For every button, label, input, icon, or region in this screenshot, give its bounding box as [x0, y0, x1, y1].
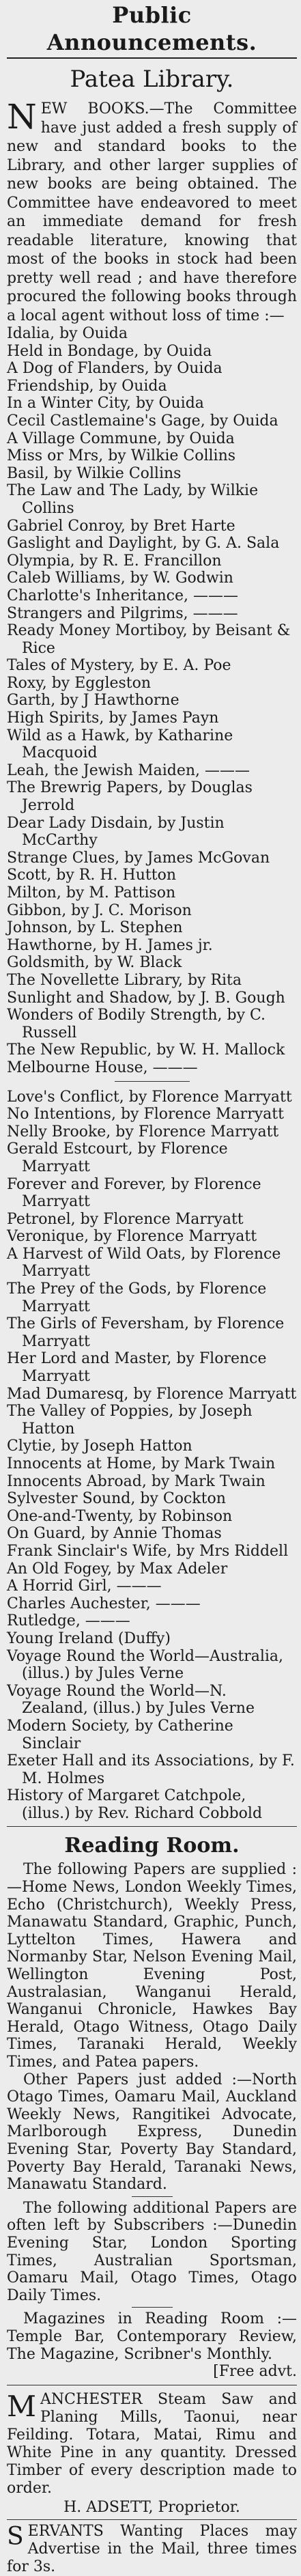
book-entry: A Horrid Girl, ——— — [7, 1578, 162, 1595]
book-entry: A Dog of Flanders, by Ouida — [7, 360, 223, 378]
reading-room-para-4: Magazines in Reading Room :—Temple Bar, Contemporary Review, The Magazine, Scribner's Monthly. — [7, 2310, 297, 2363]
servants-rule — [7, 2519, 297, 2520]
book-entry: Charles Auchester, ——— — [7, 1595, 201, 1612]
manchester-body: ANCHESTER Steam Saw and Planing Mills, Taonui, near Feilding. Totara, Matai, Rimu and White Pine in any quantity. Dressed Timber of every description made to order. — [7, 2391, 297, 2497]
book-entry: Johnson, by L. Stephen — [7, 919, 183, 937]
book-entry: Voyage Round the World—Australia, (illus.) by Jules Verne — [7, 1647, 284, 1683]
book-entry: Milton, by M. Pattison — [7, 884, 176, 901]
reading-room-para-3: The following additional Papers are often left by Subscribers :—Dunedin Evening Star, London Sporting Times, Australian Sportsman, Oamaru Mail, Otago Times, Otago Daily Times. — [7, 2199, 297, 2304]
book-entry: Caleb Williams, by W. Godwin — [7, 570, 233, 587]
book-entry: Her Lord and Master, by Florence Marryatt — [7, 1350, 267, 1386]
book-entry: History of Margaret Catchpole, (illus.) by Rev. Richard Cobbold — [7, 1787, 263, 1822]
book-entry: Charlotte's Inheritance, ——— — [7, 587, 239, 604]
reading-room-rule — [7, 1826, 297, 1827]
book-entry: A Harvest of Wild Oats, by Florence Marryatt — [7, 1245, 281, 1280]
book-entry: Cecil Castlemaine's Gage, by Ouida — [7, 412, 278, 430]
book-entry: Young Ireland (Duffy) — [7, 1629, 171, 1647]
book-entry: Held in Bondage, by Ouida — [7, 342, 212, 360]
reading-room-para-2: Other Papers just added :—North Otago Times, Oamaru Mail, Auckland Weekly News, Rangitikei Advocate, Marlborough Express, Dunedin Evening Star, Poverty Bay Standard, Poverty Bay Herald, Taranaki News, Manawatu Standard. — [7, 2071, 297, 2194]
book-entry: Tales of Mystery, by E. A. Poe — [7, 657, 231, 675]
book-entry: Garth, by J Hawthorne — [7, 692, 180, 710]
book-entry: Gibbon, by J. C. Morison — [7, 901, 192, 919]
section-header: Public Announcements. — [46, 2, 257, 55]
book-entry: Sylvester Sound, by Cockton — [7, 1490, 226, 1508]
book-entry: Wild as a Hawk, by Katharine Macquoid — [7, 727, 233, 762]
book-entry: Love's Conflict, by Florence Marryatt — [7, 1088, 292, 1106]
book-entry: Friendship, by Ouida — [7, 377, 167, 395]
book-entry: Sunlight and Shadow, by J. B. Gough — [7, 989, 285, 1007]
book-entry: Mad Dumaresq, by Florence Marryatt — [7, 1385, 297, 1403]
book-entry: Rutledge, ——— — [7, 1612, 130, 1630]
book-entry: Innocents at Home, by Mark Twain — [7, 1455, 276, 1472]
book-entry: Modern Society, by Catherine Sinclair — [7, 1717, 233, 1752]
book-entry: Goldsmith, by W. Black — [7, 954, 182, 972]
book-entry: Miss or Mrs, by Wilkie Collins — [7, 447, 236, 465]
book-entry: Petronel, by Florence Marryatt — [7, 1210, 244, 1228]
reading-room-title: Reading Room. — [64, 1834, 240, 1858]
book-entry: An Old Fogey, by Max Adeler — [7, 1560, 228, 1578]
book-entry: On Guard, by Annie Thomas — [7, 1525, 222, 1543]
book-entry: Dear Lady Disdain, by Justin McCarthy — [7, 814, 225, 850]
servants-dropcap: S — [7, 2523, 24, 2551]
manchester-text — [7, 2391, 297, 2497]
book-entry: Forever and Forever, by Florence Marryatt — [7, 1175, 261, 1211]
book-entry: The Law and The Lady, by Wilkie Collins — [7, 482, 259, 517]
book-entry: High Spirits, by James Payn — [7, 710, 219, 727]
book-entry: The Prey of the Gods, by Florence Marryatt — [7, 1280, 267, 1315]
library-dropcap: N — [7, 97, 37, 137]
manchester-dropcap: M — [7, 2390, 37, 2424]
book-list-a — [7, 325, 297, 1077]
book-entry: The Novellette Library, by Rita — [7, 971, 242, 989]
book-entry: Idalia, by Ouida — [7, 325, 128, 342]
book-entry: Hawthorne, by H. James jr. — [7, 936, 213, 954]
book-entry: The New Republic, by W. H. Mallock — [7, 1041, 285, 1059]
book-entry: In a Winter City, by Ouida — [7, 395, 204, 412]
book-entry: Strange Clues, by James McGovan — [7, 849, 270, 867]
book-entry: Basil, by Wilkie Collins — [7, 464, 182, 482]
reading-room-para-1: The following Papers are supplied :—Home News, London Weekly Times, Echo (Christchurch), Weekly Press, Manawatu Standard, Graphic, Punch, Lyttelton Times, Hawera and Normanby Star, Nelson Evening Mail, Wellington Evening Post, Australasian, Wanganui Herald, Wanganui Chronicle, Hawkes Bay Herald, Otago Witness, Otago Daily Times, Taranaki Herald, Weekly Times, and Patea papers. — [7, 1861, 297, 2071]
book-entry: The Brewrig Papers, by Douglas Jerrold — [7, 779, 253, 815]
book-entry: Olympia, by R. E. Francillon — [7, 552, 222, 570]
book-entry: Gabriel Conroy, by Bret Harte — [7, 517, 235, 535]
book-entry: Innocents Abroad, by Mark Twain — [7, 1472, 266, 1490]
free-advt-note: [Free advt. — [213, 2363, 297, 2381]
manchester-ad — [7, 2391, 297, 2517]
book-entry: Wonders of Bodily Strength, by C. Russell — [7, 1007, 266, 1041]
book-entry: Melbourne House, ——— — [7, 1059, 198, 1076]
reading-room-notice — [7, 1832, 297, 2381]
rr-divider-2 — [132, 2307, 173, 2308]
rr-divider-1 — [132, 2196, 173, 2197]
book-entry: Gaslight and Daylight, by G. A. Sala — [7, 535, 280, 552]
book-entry: Roxy, by Eggleston — [7, 674, 152, 692]
header-rule — [7, 57, 297, 59]
book-entry: Leah, the Jewish Maiden, ——— — [7, 761, 250, 779]
manchester-signature: H. ADSETT, Proprietor. — [63, 2499, 240, 2517]
book-entry: Strangers and Pilgrims, ——— — [7, 604, 238, 622]
book-entry: Frank Sinclair's Wife, by Mrs Riddell — [7, 1542, 289, 1560]
servants-text — [7, 2523, 297, 2576]
library-intro-text: EW BOOKS.—The Committee have just added a fresh supply of new and standard books to the Library, and other larger supplies of new books are being obtained. The Committee have endeavored to meet an immediate demand for fresh readable literature, knowing that most of the books in stock had been pretty well read ; and have therefore procured the following books through a local agent without loss of time :— — [7, 100, 297, 324]
book-entry: Veronique, by Florence Marryatt — [7, 1228, 257, 1246]
servants-body: ERVANTS Wanting Places may Advertise in the Mail, three times for 3s. — [7, 2523, 297, 2576]
book-entry: Ready Money Mortiboy, by Beisant & Rice — [7, 622, 291, 657]
book-entry: Scott, by R. H. Hutton — [7, 867, 176, 884]
book-entry: A Village Commune, by Ouida — [7, 430, 235, 447]
list-divider — [115, 1081, 190, 1082]
book-entry: The Valley of Poppies, by Joseph Hatton — [7, 1403, 253, 1438]
book-entry: Voyage Round the World—N. Zealand, (illus.) by Jules Verne — [7, 1682, 255, 1718]
servants-ad — [7, 2523, 297, 2576]
book-entry: No Intentions, by Florence Marryatt — [7, 1106, 284, 1123]
book-entry: The Girls of Feversham, by Florence Marryatt — [7, 1315, 285, 1350]
book-entry: Nelly Brooke, by Florence Marryatt — [7, 1123, 279, 1140]
library-intro — [7, 97, 297, 325]
book-entry: Clytie, by Joseph Hatton — [7, 1438, 192, 1455]
book-entry: Gerald Estcourt, by Florence Marryatt — [7, 1140, 228, 1175]
library-title: Patea Library. — [70, 66, 234, 93]
book-entry: One-and-Twenty, by Robinson — [7, 1507, 233, 1525]
book-list-b — [7, 1089, 297, 1823]
book-entry: Exeter Hall and its Associations, by F. M. Holmes — [7, 1752, 295, 1787]
library-notice — [7, 63, 297, 1822]
